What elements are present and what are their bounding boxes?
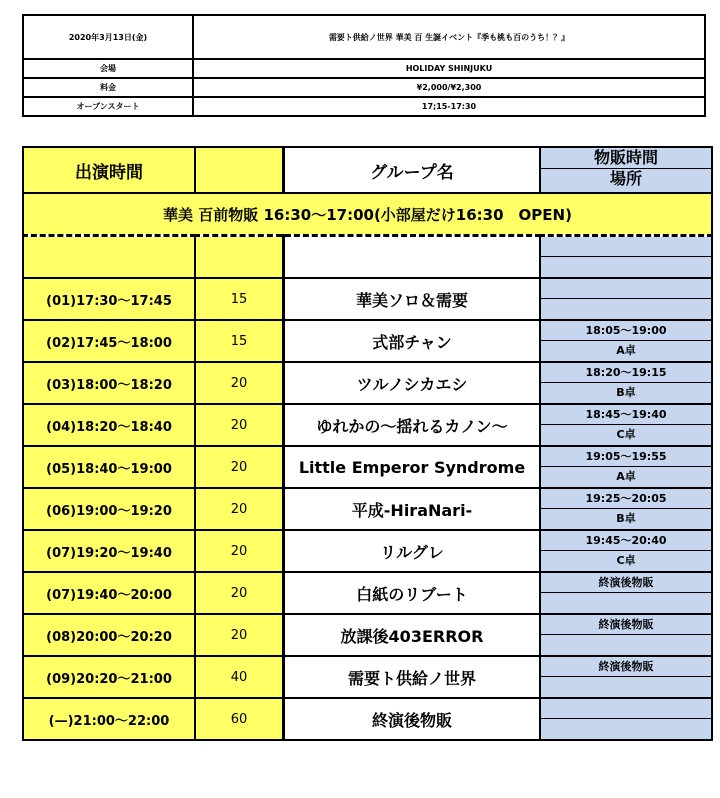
event-info-table [22, 14, 706, 117]
schedule-row [23, 488, 712, 530]
performance-time: (07)19:40～20:00 [23, 572, 195, 614]
schedule-row [23, 320, 712, 362]
performance-time: (05)18:40～19:00 [23, 446, 195, 488]
blank-row [23, 236, 712, 279]
header-merch-time: 物販時間 [541, 148, 711, 169]
schedule-table [22, 146, 713, 741]
pre-merch-banner: 華美 百前物販 16:30～17:00(小部屋だけ16:30 OPEN) [23, 193, 712, 236]
merch-cell [540, 278, 712, 320]
performance-time: (03)18:00～18:20 [23, 362, 195, 404]
merch-cell [540, 404, 712, 446]
merch-place [541, 635, 711, 654]
schedule-row [23, 698, 712, 740]
merch-place: C卓 [616, 554, 636, 567]
header-duration [195, 147, 284, 193]
merch-place: B卓 [616, 512, 636, 525]
venue-value: HOLIDAY SHINJUKU [193, 59, 705, 78]
info-row-open-start [23, 97, 705, 116]
blank-merch-cell [540, 236, 712, 279]
merch-cell [540, 446, 712, 488]
event-header-row [23, 15, 705, 59]
performance-duration: 20 [195, 572, 284, 614]
performance-time: (08)20:00～20:20 [23, 614, 195, 656]
group-name: 式部チャン [284, 320, 541, 362]
merch-time: 19:25～20:05 [541, 489, 711, 509]
performance-time: (02)17:45～18:00 [23, 320, 195, 362]
performance-time: (09)20:20～21:00 [23, 656, 195, 698]
merch-cell [540, 572, 712, 614]
price-label: 料金 [23, 78, 193, 97]
performance-duration: 20 [195, 488, 284, 530]
schedule-row [23, 362, 712, 404]
group-name: 華美ソロ＆需要 [284, 278, 541, 320]
schedule-header-row [23, 147, 712, 193]
merch-place: A卓 [616, 344, 636, 357]
open-start-value: 17;15-17:30 [193, 97, 705, 116]
merch-time: 18:20～19:15 [541, 363, 711, 383]
performance-duration: 20 [195, 404, 284, 446]
merch-cell [540, 488, 712, 530]
merch-cell [540, 362, 712, 404]
open-start-label: オープンスタート [23, 97, 193, 116]
merch-time [541, 699, 711, 719]
merch-time: 終演後物販 [541, 615, 711, 635]
merch-place [541, 299, 711, 318]
merch-cell [540, 656, 712, 698]
merch-place: B卓 [616, 386, 636, 399]
header-merch-place: 場所 [609, 169, 642, 188]
header-time: 出演時間 [23, 147, 195, 193]
group-name: 平成-HiraNari- [284, 488, 541, 530]
schedule-row [23, 278, 712, 320]
event-date: 2020年3月13日(金) [23, 15, 193, 59]
price-value: ¥2,000/¥2,300 [193, 78, 705, 97]
merch-place [541, 593, 711, 612]
performance-duration: 20 [195, 362, 284, 404]
merch-place: A卓 [616, 470, 636, 483]
merch-cell [540, 698, 712, 740]
merch-place: C卓 [616, 428, 636, 441]
group-name: 白紙のリブート [284, 572, 541, 614]
header-group: グループ名 [284, 147, 541, 193]
performance-duration: 60 [195, 698, 284, 740]
performance-duration: 20 [195, 614, 284, 656]
performance-duration: 20 [195, 446, 284, 488]
merch-time: 18:05～19:00 [541, 321, 711, 341]
merch-time: 19:05～19:55 [541, 447, 711, 467]
merch-cell [540, 530, 712, 572]
merch-time: 終演後物販 [541, 657, 711, 677]
performance-time: (—)21:00～22:00 [23, 698, 195, 740]
schedule-row [23, 446, 712, 488]
performance-duration: 40 [195, 656, 284, 698]
performance-duration: 20 [195, 530, 284, 572]
group-name: Little Emperor Syndrome [284, 446, 541, 488]
merch-time: 終演後物販 [541, 573, 711, 593]
schedule-row [23, 572, 712, 614]
group-name: ツルノシカエシ [284, 362, 541, 404]
merch-time [541, 279, 711, 299]
merch-time: 18:45～19:40 [541, 405, 711, 425]
blank-cell [284, 236, 541, 279]
event-title: 需要ト供給ノ世界 華美 百 生誕イベント『季も桃も百のうち！？』 [193, 15, 705, 59]
merch-place [541, 677, 711, 696]
performance-time: (06)19:00～19:20 [23, 488, 195, 530]
header-merch [540, 147, 712, 193]
blank-cell [195, 236, 284, 279]
merch-cell [540, 614, 712, 656]
group-name: ゆれかの～揺れるカノン～ [284, 404, 541, 446]
group-name: 需要ト供給ノ世界 [284, 656, 541, 698]
group-name: 放課後403ERROR [284, 614, 541, 656]
performance-time: (01)17:30～17:45 [23, 278, 195, 320]
group-name: リルグレ [284, 530, 541, 572]
performance-time: (07)19:20～19:40 [23, 530, 195, 572]
schedule-row [23, 614, 712, 656]
venue-label: 会場 [23, 59, 193, 78]
pre-merch-banner-row [23, 193, 712, 236]
performance-duration: 15 [195, 320, 284, 362]
performance-duration: 15 [195, 278, 284, 320]
info-row-price [23, 78, 705, 97]
merch-place [541, 719, 711, 738]
schedule-row [23, 530, 712, 572]
performance-time: (04)18:20～18:40 [23, 404, 195, 446]
group-name: 終演後物販 [284, 698, 541, 740]
schedule-row [23, 404, 712, 446]
merch-cell [540, 320, 712, 362]
schedule-row [23, 656, 712, 698]
blank-cell [23, 236, 195, 279]
info-row-venue [23, 59, 705, 78]
merch-time: 19:45～20:40 [541, 531, 711, 551]
